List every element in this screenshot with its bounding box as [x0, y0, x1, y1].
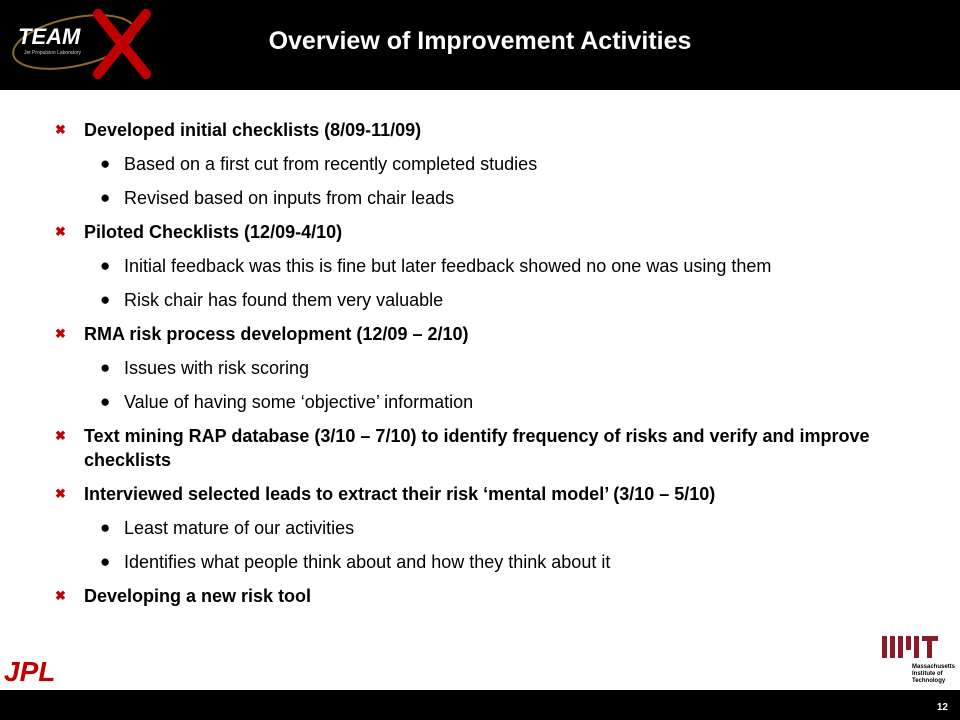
bullet-text: Risk chair has found them very valuable [124, 290, 444, 310]
mit-line: Institute of [912, 671, 943, 677]
x-bullet-icon: ✖ [55, 428, 66, 443]
dot-bullet-icon: ● [100, 188, 111, 207]
dot-bullet-icon: ● [100, 358, 111, 377]
bullet-item [55, 220, 935, 244]
bullet-item [55, 584, 935, 608]
bullet-text: Interviewed selected leads to extract their risk ‘mental model’ (3/10 – 5/10) [84, 484, 716, 504]
sub-bullet-item [55, 254, 935, 278]
bullet-text: Revised based on inputs from chair leads [124, 188, 455, 208]
mit-logo [880, 634, 960, 694]
mit-line: Massachusetts [912, 664, 956, 670]
page-number: 12 [936, 702, 948, 713]
bullet-item [55, 118, 935, 142]
sub-bullet-item [55, 186, 935, 210]
dot-bullet-icon: ● [100, 256, 111, 275]
dot-bullet-icon: ● [100, 290, 111, 309]
header-bar [0, 0, 960, 90]
sub-bullet-item [55, 288, 935, 312]
bullet-item [55, 322, 935, 346]
bullet-text: Least mature of our activities [124, 518, 355, 538]
bullet-text: Value of having some ‘objective’ information [124, 392, 474, 412]
logo-subtext: Jet Propulsion Laboratory [24, 50, 81, 56]
sub-bullet-item [55, 152, 935, 176]
dot-bullet-icon: ● [100, 392, 111, 411]
bullet-text: Initial feedback was this is fine but later feedback showed no one was using them [124, 256, 772, 276]
x-bullet-icon: ✖ [55, 588, 66, 603]
dot-bullet-icon: ● [100, 552, 111, 571]
mit-logo-mark [880, 634, 960, 664]
mit-logo-text [912, 664, 955, 685]
bullet-text: Based on a first cut from recently completed studies [124, 154, 538, 174]
dot-bullet-icon: ● [100, 154, 111, 173]
sub-bullet-item [55, 516, 935, 540]
dot-bullet-icon: ● [100, 518, 111, 537]
logo-text: TEAM [18, 24, 81, 49]
x-bullet-icon: ✖ [55, 224, 66, 239]
sub-bullet-item [55, 390, 935, 414]
bullet-text: Developed initial checklists (8/09-11/09) [84, 120, 422, 140]
jpl-logo-text: JPL [4, 656, 56, 685]
bullet-list [55, 118, 935, 618]
bullet-text: Piloted Checklists (12/09-4/10) [84, 222, 343, 242]
mit-line: Technology [912, 678, 946, 684]
slide-title: Overview of Improvement Activities [268, 27, 692, 55]
bullet-text: Developing a new risk tool [84, 586, 312, 606]
x-bullet-icon: ✖ [55, 122, 66, 137]
bullet-text: Text mining RAP database (3/10 – 7/10) to identify frequency of risks and verify and improve checklists [84, 426, 870, 470]
sub-bullet-item [55, 550, 935, 574]
bullet-text: RMA risk process development (12/09 – 2/10) [84, 324, 469, 344]
x-bullet-icon: ✖ [55, 486, 66, 501]
bullet-item [55, 482, 935, 506]
x-bullet-icon: ✖ [55, 326, 66, 341]
footer-bar [0, 690, 960, 720]
bullet-text: Identifies what people think about and how they think about it [124, 552, 611, 572]
jpl-logo [4, 655, 66, 685]
bullet-item [55, 424, 935, 472]
sub-bullet-item [55, 356, 935, 380]
bullet-text: Issues with risk scoring [124, 358, 310, 378]
